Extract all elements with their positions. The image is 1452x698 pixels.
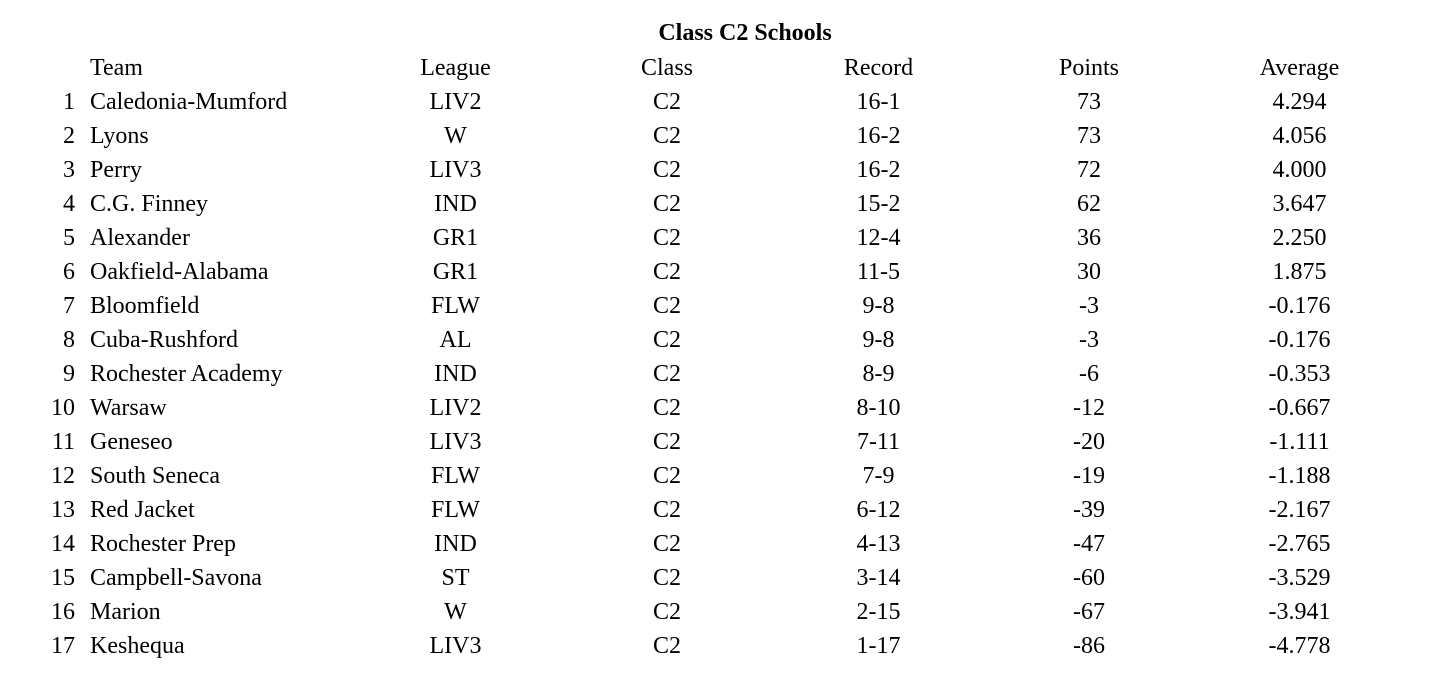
- table-row: [40, 425, 1367, 459]
- cell-record: 15-2: [856, 191, 901, 217]
- cell-points: -3: [1079, 327, 1099, 353]
- cell-average: 3.647: [1272, 191, 1327, 217]
- cell-class: C2: [652, 157, 681, 183]
- cell-team: Geneseo: [90, 429, 173, 455]
- table-row: [40, 629, 1367, 663]
- cell-average: -2.765: [1268, 531, 1331, 557]
- cell-team: C.G. Finney: [90, 191, 209, 217]
- cell-record: 4-13: [856, 531, 901, 557]
- cell-league: AL: [439, 327, 472, 353]
- cell-rank: 14: [51, 531, 75, 557]
- cell-points: -47: [1073, 531, 1105, 557]
- cell-average: -1.111: [1269, 429, 1330, 455]
- cell-rank: 9: [63, 361, 75, 387]
- cell-record: 12-4: [856, 225, 901, 251]
- cell-league: FLW: [431, 463, 480, 489]
- table-row: [40, 221, 1367, 255]
- cell-points: -39: [1073, 497, 1105, 523]
- cell-points: 30: [1077, 259, 1101, 285]
- cell-rank: 4: [63, 191, 75, 217]
- cell-class: C2: [652, 327, 681, 353]
- cell-class: C2: [652, 191, 681, 217]
- header-team: Team: [90, 55, 143, 81]
- cell-rank: 8: [63, 327, 75, 353]
- cell-team: Oakfield-Alabama: [90, 259, 269, 285]
- cell-average: -4.778: [1268, 633, 1331, 659]
- cell-team: Rochester Academy: [90, 361, 283, 387]
- cell-record: 2-15: [856, 599, 901, 625]
- cell-average: 2.250: [1272, 225, 1327, 251]
- cell-league: FLW: [431, 497, 480, 523]
- header-class: Class: [640, 55, 693, 81]
- table-header-row: [40, 51, 1367, 85]
- cell-record: 8-10: [856, 395, 901, 421]
- cell-rank: 10: [51, 395, 75, 421]
- cell-rank: 7: [63, 293, 75, 319]
- cell-class: C2: [652, 463, 681, 489]
- cell-class: C2: [652, 633, 681, 659]
- cell-points: -86: [1073, 633, 1105, 659]
- header-record: Record: [843, 55, 914, 81]
- cell-class: C2: [652, 225, 681, 251]
- cell-class: C2: [652, 395, 681, 421]
- cell-team: Alexander: [90, 225, 190, 251]
- table-row: [40, 561, 1367, 595]
- cell-league: ST: [441, 565, 470, 591]
- table-row: [40, 85, 1367, 119]
- cell-record: 9-8: [862, 293, 895, 319]
- table-row: [40, 153, 1367, 187]
- cell-team: Bloomfield: [90, 293, 200, 319]
- cell-class: C2: [652, 599, 681, 625]
- cell-average: 4.056: [1272, 123, 1327, 149]
- cell-average: -0.667: [1268, 395, 1331, 421]
- table-row: [40, 493, 1367, 527]
- cell-league: IND: [434, 531, 477, 557]
- cell-points: -19: [1073, 463, 1105, 489]
- cell-average: -2.167: [1268, 497, 1331, 523]
- cell-class: C2: [652, 531, 681, 557]
- cell-team: Perry: [90, 157, 142, 183]
- cell-league: LIV2: [429, 395, 482, 421]
- cell-average: -0.353: [1268, 361, 1331, 387]
- table-row: [40, 323, 1367, 357]
- cell-league: LIV3: [429, 157, 482, 183]
- cell-average: -0.176: [1268, 293, 1331, 319]
- cell-average: 1.875: [1272, 259, 1327, 285]
- cell-rank: 2: [63, 123, 75, 149]
- cell-rank: 13: [51, 497, 75, 523]
- cell-points: 73: [1077, 123, 1101, 149]
- cell-rank: 5: [63, 225, 75, 251]
- cell-points: -20: [1073, 429, 1105, 455]
- cell-points: -6: [1079, 361, 1099, 387]
- cell-points: 36: [1077, 225, 1101, 251]
- table-row: [40, 459, 1367, 493]
- table-row: [40, 527, 1367, 561]
- cell-league: GR1: [432, 259, 479, 285]
- cell-team: Keshequa: [90, 633, 185, 659]
- cell-average: -3.529: [1268, 565, 1331, 591]
- cell-league: IND: [434, 361, 477, 387]
- cell-record: 6-12: [856, 497, 901, 523]
- cell-team: Caledonia-Mumford: [90, 89, 288, 115]
- cell-record: 16-1: [856, 89, 901, 115]
- cell-rank: 17: [51, 633, 75, 659]
- table-row: [40, 187, 1367, 221]
- cell-league: GR1: [432, 225, 479, 251]
- cell-average: 4.000: [1272, 157, 1327, 183]
- cell-team: Marion: [90, 599, 161, 625]
- table-row: [40, 119, 1367, 153]
- cell-team: Campbell-Savona: [90, 565, 262, 591]
- standings-table: [40, 51, 1367, 663]
- cell-record: 7-9: [862, 463, 895, 489]
- cell-rank: 15: [51, 565, 75, 591]
- cell-class: C2: [652, 123, 681, 149]
- header-points: Points: [1058, 55, 1120, 81]
- cell-class: C2: [652, 259, 681, 285]
- cell-rank: 12: [51, 463, 75, 489]
- cell-class: C2: [652, 497, 681, 523]
- cell-league: LIV3: [429, 429, 482, 455]
- cell-class: C2: [652, 293, 681, 319]
- cell-record: 3-14: [856, 565, 901, 591]
- cell-class: C2: [652, 565, 681, 591]
- cell-team: South Seneca: [90, 463, 220, 489]
- table-row: [40, 391, 1367, 425]
- cell-record: 1-17: [856, 633, 901, 659]
- cell-league: IND: [434, 191, 477, 217]
- cell-league: LIV2: [429, 89, 482, 115]
- cell-league: W: [444, 123, 467, 149]
- cell-team: Lyons: [90, 123, 149, 149]
- cell-rank: 16: [51, 599, 75, 625]
- cell-league: LIV3: [429, 633, 482, 659]
- cell-rank: 11: [51, 429, 75, 455]
- cell-rank: 3: [63, 157, 75, 183]
- cell-points: 73: [1077, 89, 1101, 115]
- cell-league: FLW: [431, 293, 480, 319]
- page-title: Class C2 Schools: [658, 20, 832, 46]
- cell-points: -67: [1073, 599, 1105, 625]
- cell-average: -0.176: [1268, 327, 1331, 353]
- cell-points: -12: [1073, 395, 1105, 421]
- cell-class: C2: [652, 361, 681, 387]
- cell-points: 62: [1077, 191, 1101, 217]
- header-league: League: [420, 55, 491, 81]
- cell-team: Cuba-Rushford: [90, 327, 238, 353]
- cell-record: 11-5: [856, 259, 901, 285]
- cell-points: -3: [1079, 293, 1099, 319]
- cell-class: C2: [652, 429, 681, 455]
- cell-rank: 6: [63, 259, 75, 285]
- table-row: [40, 595, 1367, 629]
- cell-record: 16-2: [856, 123, 901, 149]
- cell-record: 7-11: [856, 429, 901, 455]
- cell-league: W: [444, 599, 467, 625]
- table-row: [40, 255, 1367, 289]
- header-rank: [40, 51, 75, 85]
- cell-record: 8-9: [862, 361, 895, 387]
- cell-team: Red Jacket: [90, 497, 195, 523]
- cell-record: 9-8: [862, 327, 895, 353]
- cell-average: 4.294: [1272, 89, 1327, 115]
- cell-rank: 1: [63, 89, 75, 115]
- table-row: [40, 289, 1367, 323]
- table-body: [40, 85, 1367, 663]
- table-row: [40, 357, 1367, 391]
- cell-average: -3.941: [1268, 599, 1331, 625]
- cell-points: -60: [1073, 565, 1105, 591]
- cell-class: C2: [652, 89, 681, 115]
- cell-average: -1.188: [1268, 463, 1331, 489]
- cell-record: 16-2: [856, 157, 901, 183]
- cell-points: 72: [1077, 157, 1101, 183]
- cell-team: Rochester Prep: [90, 531, 236, 557]
- header-average: Average: [1259, 55, 1340, 81]
- cell-team: Warsaw: [90, 395, 167, 421]
